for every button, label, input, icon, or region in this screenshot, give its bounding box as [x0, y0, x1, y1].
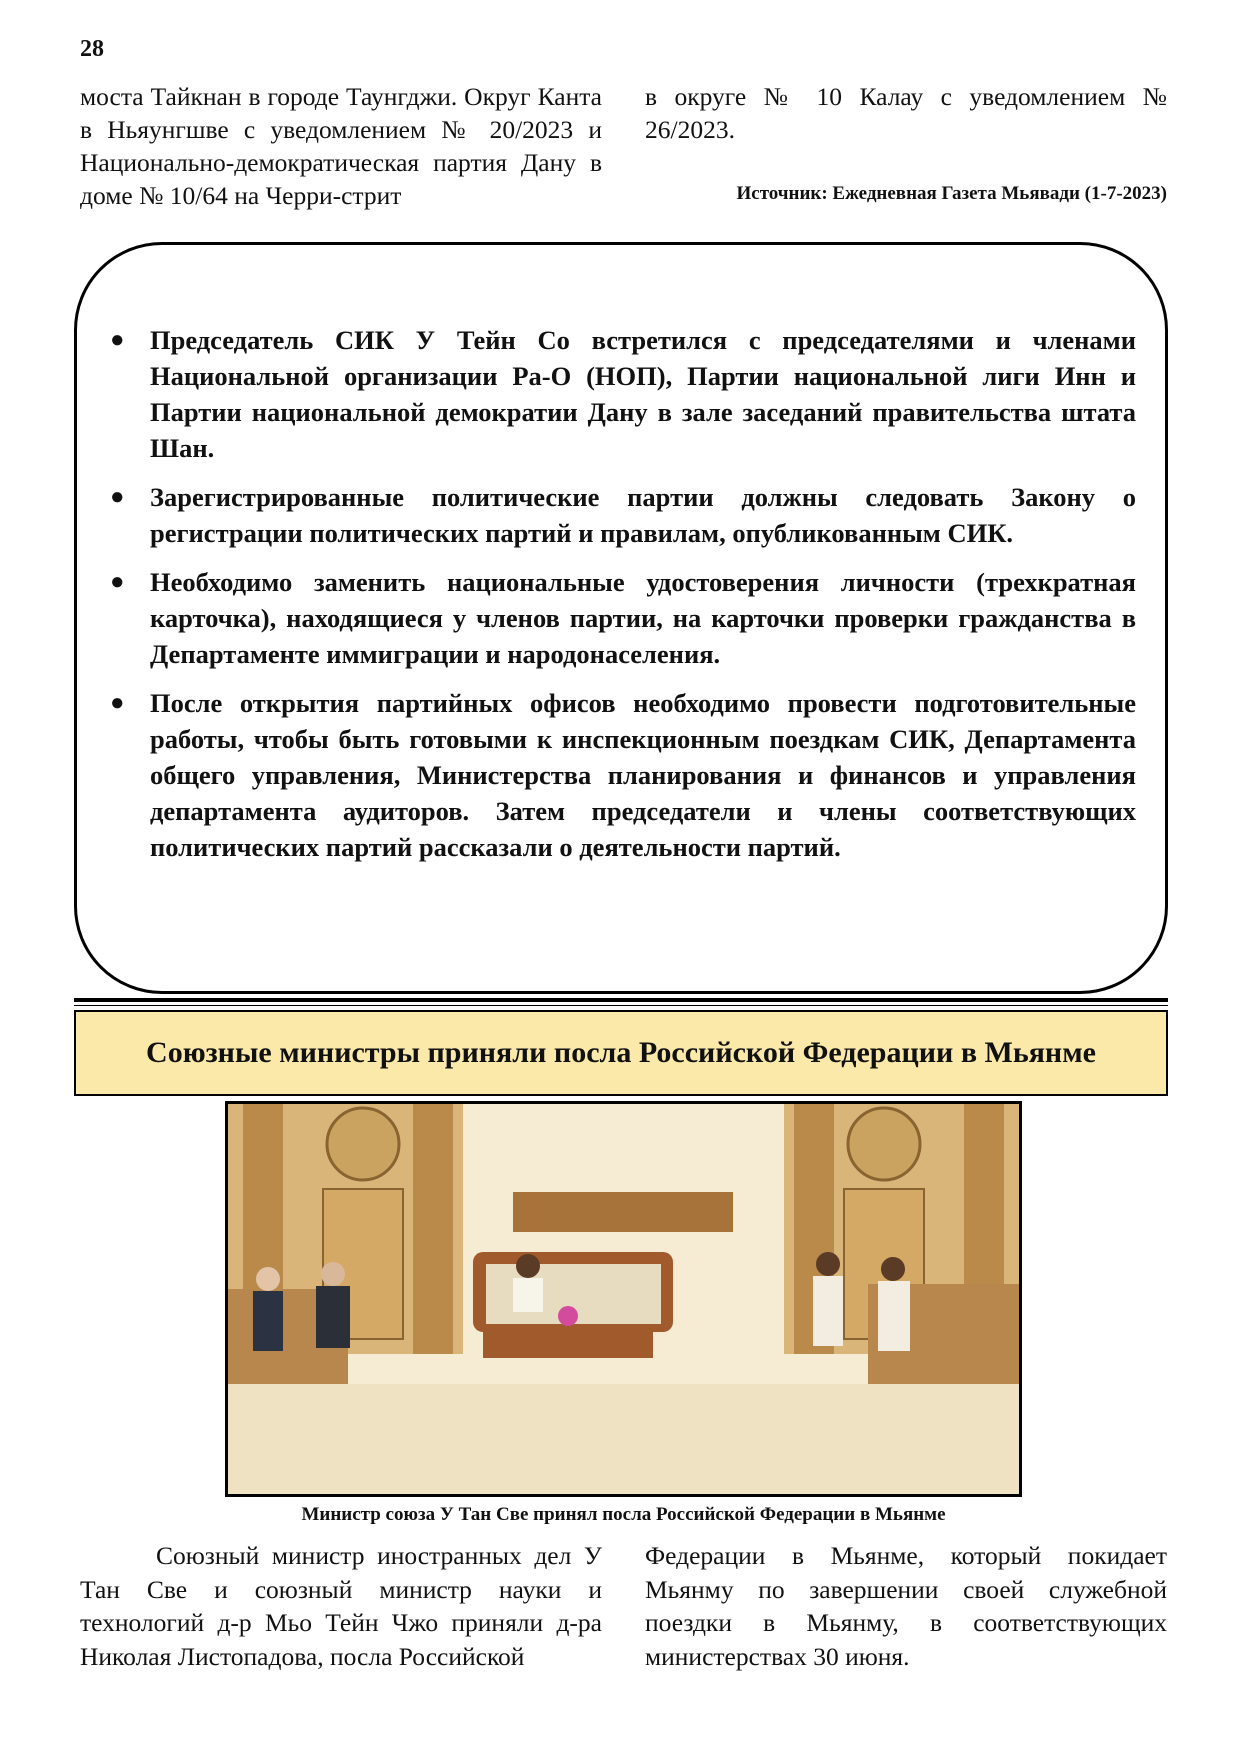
- article-headline: Союзные министры приняли посла Российской Федерации в Мьянме: [74, 1010, 1168, 1096]
- summary-bullet-item: [110, 685, 1136, 865]
- summary-bullet-text: Зарегистрированные политические партии должны следовать Закону о регистрации политических партий и правилам, опубликованным СИК.: [150, 482, 1136, 548]
- section-divider-thin: [74, 1005, 1168, 1006]
- article-right-column: Федерации в Мьянме, который покидает Мьянму по завершении своей служебной поездки в Мьянму, в соответствующих министерствах 30 июня.: [645, 1541, 1167, 1671]
- meeting-photo: [225, 1101, 1022, 1497]
- section-divider-thick: [74, 998, 1168, 1002]
- source-credit: Источник: Ежедневная Газета Мьявади (1-7-2023): [736, 183, 1167, 204]
- summary-bullet-text: Председатель СИК У Тейн Со встретился с председателями и членами Национальной организации Ра-О (НОП), Партии национальной лиги Инн и Партии национальной демократии Дану в зале заседаний правительства штата Шан.: [150, 325, 1136, 463]
- summary-bullet-item: [110, 479, 1136, 551]
- top-right-column-text: в округе № 10 Калау с уведомлением № 26/2023.: [645, 82, 1167, 144]
- summary-bullet-text: Необходимо заменить национальные удостоверения личности (трехкратная карточка), находящиеся у членов партии, на карточки проверки гражданства в Департаменте иммиграции и народонаселения.: [150, 567, 1136, 669]
- summary-bullet-item: [110, 564, 1136, 672]
- summary-list: [110, 322, 1136, 878]
- bullet-icon: ●: [110, 690, 125, 716]
- summary-bullet-text: После открытия партийных офисов необходимо провести подготовительные работы, чтобы быть готовыми к инспекционным поездкам СИК, Департамента общего управления, Министерства планирования и финансов и управления департамента аудиторов. Затем председатели и члены соответствующих политических партий рассказали о деятельности партий.: [150, 688, 1136, 862]
- bullet-icon: ●: [110, 327, 125, 353]
- meeting-photo-illustration: [228, 1104, 1019, 1494]
- photo-caption: Министр союза У Тан Све принял посла Российской Федерации в Мьянме: [301, 1504, 946, 1525]
- summary-bullet-item: [110, 322, 1136, 466]
- bullet-icon: ●: [110, 569, 125, 595]
- bullet-icon: ●: [110, 484, 125, 510]
- article-left-text: Союзный министр иностранных дел У Тан Све и союзный министр науки и технологий д-р Мьо Тейн Чжо приняли д-ра Николая Листопадова, посла Российской: [80, 1541, 602, 1671]
- page-number: 28: [80, 36, 104, 62]
- article-left-column: [80, 1539, 602, 1673]
- top-left-column-text: моста Тайкнан в городе Таунгджи. Округ Канта в Ньяунгшве с уведомлением № 20/2023 и Национально-демократическая партия Дану в доме № 10/64 на Черри-стрит: [80, 82, 602, 210]
